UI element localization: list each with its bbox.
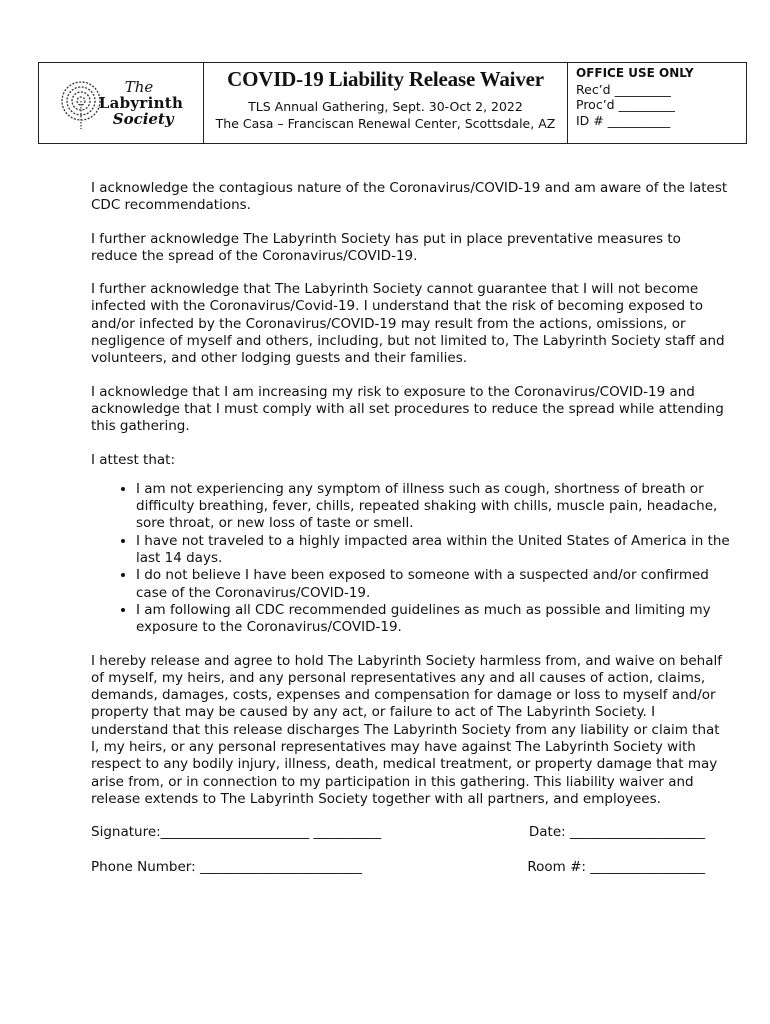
phone-number-field[interactable]: Phone Number: ________________________ (91, 858, 362, 875)
logo-line-labyrinth: Labyrinth (98, 94, 184, 112)
contact-row (91, 859, 705, 876)
list-item: • I do not believe I have been exposed to someone with a suspected and/or confirmed case of the Coronavirus/COVID-19. (136, 567, 731, 602)
paragraph-preventative: I further acknowledge The Labyrinth Society has put in place preventative measures to reduce the spread of the Coronavirus/COVID-19. (91, 230, 681, 264)
event-location: The Casa – Franciscan Renewal Center, Scottsdale, AZ (215, 116, 556, 131)
waiver-body (91, 180, 731, 893)
logo-cell (39, 63, 204, 143)
paragraph-release: I hereby release and agree to hold The Labyrinth Society harmless from, and waive on behalf of myself, my heirs, and any personal representatives any and all causes of action, claims, demands, damages, costs, expenses and compensation for damage or loss to myself and/or property that may be caused by any act, or failure to act of The Labyrinth Society. I understand that this release discharges The Labyrinth Society from any liability or claim that I, my heirs, or any personal representatives may have against The Labyrinth Society with respect to any bodily injury, illness, death, medical treatment, or property damage that may arise from, or in connection to my participation in this gathering. This liability waiver and release extends to The Labyrinth Society together with all partners, and employees. (91, 652, 723, 807)
logo-line-society: Society (112, 110, 174, 128)
logo-line-the: The (124, 78, 154, 96)
logo-wordmark (99, 79, 184, 127)
signature-field[interactable]: Signature:______________________ __________ (91, 824, 381, 841)
event-name: TLS Annual Gathering, Sept. 30-Oct 2, 2022 (248, 99, 523, 114)
labyrinth-society-logo (59, 75, 184, 131)
form-header (38, 62, 747, 144)
date-field[interactable]: Date: ____________________ (528, 824, 705, 841)
title-cell (204, 63, 568, 143)
paragraph-increased-risk: I acknowledge that I am increasing my risk to exposure to the Coronavirus/COVID-19 and acknowledge that I must comply with all set procedures to reduce the spread while attending this gathering. (91, 383, 724, 435)
list-item: • I am following all CDC recommended guidelines as much as possible and limiting my exposure to the Coronavirus/COVID-19. (136, 602, 731, 637)
processed-field[interactable]: Proc’d _________ (576, 97, 675, 112)
paragraph-no-guarantee: I further acknowledge that The Labyrinth Society cannot guarantee that I will not become infected with the Coronavirus/Covid-19. I understand that the risk of becoming exposed to and/or infected by the Coronavirus/COVID-19 may result from the actions, omissions, or negligence of myself and others, including, but not limited to, The Labyrinth Society staff and volunteers, and other lodging guests and their families. (91, 281, 725, 367)
received-field[interactable]: Rec’d _________ (576, 81, 671, 97)
attestation-list (91, 481, 731, 637)
attest-heading: I attest that: (91, 451, 176, 468)
signature-row (91, 824, 705, 841)
id-field[interactable]: ID # __________ (576, 112, 671, 128)
room-number-field[interactable]: Room #: _________________ (527, 858, 705, 875)
labyrinth-icon (59, 75, 103, 131)
list-item: • I am not experiencing any symptom of illness such as cough, shortness of breath or difficulty breathing, fever, chills, repeated shaking with chills, muscle pain, headache, sore throat, or new loss of taste or smell. (136, 481, 731, 533)
list-item: • I have not traveled to a highly impacted area within the United States of America in the last 14 days. (136, 533, 731, 568)
office-use-title: OFFICE USE ONLY (576, 66, 694, 80)
paragraph-contagious: I acknowledge the contagious nature of the Coronavirus/COVID-19 and am aware of the latest CDC recommendations. (91, 180, 728, 214)
document-title: COVID-19 Liability Release Waiver (227, 67, 544, 91)
office-use-box (568, 63, 746, 143)
